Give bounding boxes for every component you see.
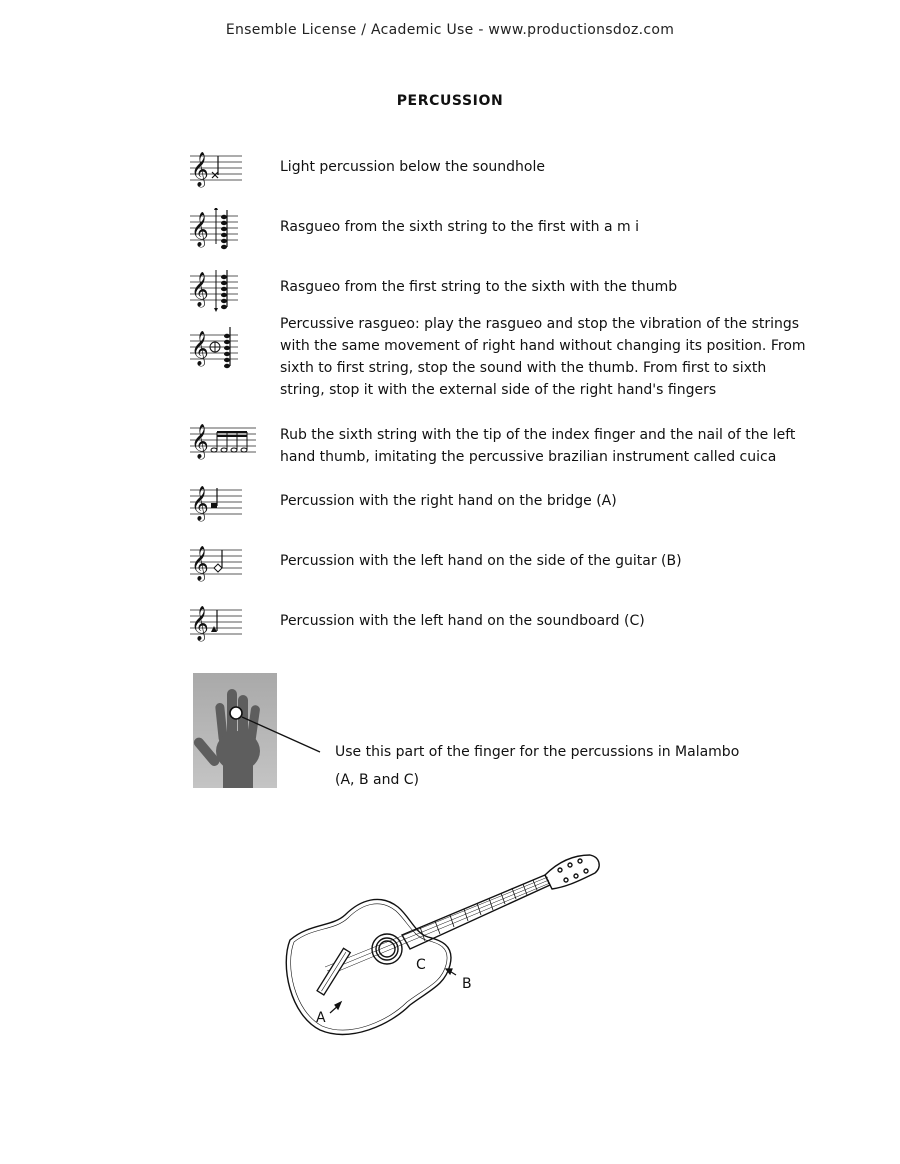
side-percussion-symbol-icon <box>190 542 250 582</box>
description-line: Percussive rasgueo: play the rasgueo and stop the vibration of the strings <box>280 316 800 332</box>
description-line: Rasgueo from the first string to the sixth with the thumb <box>280 279 678 295</box>
svg-text:𝄞: 𝄞 <box>191 331 209 366</box>
description-line: string, stop it with the external side of the right hand's fingers <box>280 382 717 398</box>
hand-note-line: Use this part of the finger for the percussions in Malambo <box>335 744 740 760</box>
light-percussion-symbol-icon <box>190 148 250 188</box>
percussive-rasgueo-symbol-icon <box>190 327 250 377</box>
bridge-percussion-symbol-icon <box>190 482 250 522</box>
svg-text:𝄞: 𝄞 <box>191 152 209 187</box>
svg-text:𝄞: 𝄞 <box>191 546 209 581</box>
svg-text:𝄞: 𝄞 <box>191 212 209 247</box>
label-b: B <box>462 976 472 992</box>
description-line: with the same movement of right hand without changing its position. From <box>280 338 806 354</box>
rasgueo-down-symbol-icon <box>190 208 250 254</box>
page-title: PERCUSSION <box>396 93 504 109</box>
svg-text:𝄞: 𝄞 <box>191 606 209 641</box>
hand-photo <box>193 673 277 788</box>
description-line: Percussion with the left hand on the soundboard (C) <box>280 613 645 629</box>
description-line: Percussion with the right hand on the bridge (A) <box>280 493 617 509</box>
label-a: A <box>316 1010 326 1026</box>
cuica-symbol-icon <box>190 424 260 464</box>
rasgueo-up-symbol-icon <box>190 268 250 314</box>
guitar-illustration <box>270 845 610 1045</box>
description-line: sixth to first string, stop the sound with the thumb. From first to sixth <box>280 360 767 376</box>
description-line: Percussion with the left hand on the side of the guitar (B) <box>280 553 682 569</box>
description-line: Light percussion below the soundhole <box>280 159 545 175</box>
svg-text:𝄞: 𝄞 <box>191 486 209 521</box>
soundboard-percussion-symbol-icon <box>190 602 250 642</box>
svg-text:𝄞: 𝄞 <box>191 272 209 307</box>
description-line: hand thumb, imitating the percussive brazilian instrument called cuica <box>280 449 777 465</box>
label-c: C <box>416 957 426 973</box>
svg-text:𝄞: 𝄞 <box>191 424 209 459</box>
license-header: Ensemble License / Academic Use - www.productionsdoz.com <box>225 22 675 38</box>
description-line: Rub the sixth string with the tip of the index finger and the nail of the left <box>280 427 796 443</box>
description-line: Rasgueo from the sixth string to the first with a m i <box>280 219 639 235</box>
hand-note-line: (A, B and C) <box>335 772 420 788</box>
